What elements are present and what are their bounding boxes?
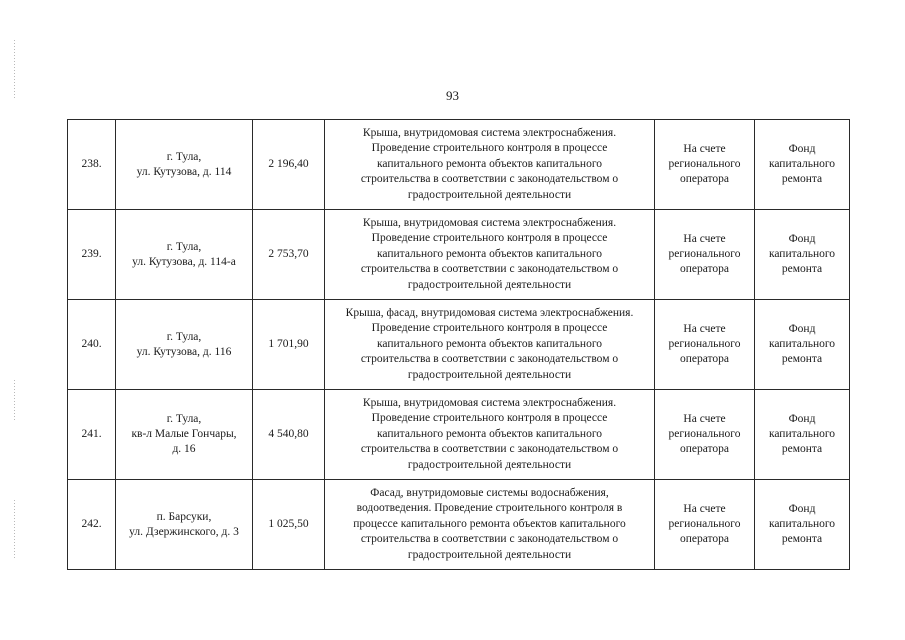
- table-row: [68, 300, 850, 390]
- fund-line: капитального: [768, 518, 836, 530]
- fund-line: Фонд: [788, 503, 816, 515]
- account-line: На счете: [683, 233, 726, 245]
- account-cell: [655, 480, 755, 570]
- works-line: градостроительной деятельности: [407, 368, 572, 381]
- account-line: регионального: [668, 338, 741, 350]
- works-line: капитального ремонта объектов капитального: [376, 247, 602, 260]
- account-line: регионального: [668, 248, 741, 260]
- account-line: На счете: [683, 503, 726, 515]
- account-line: регионального: [668, 158, 741, 170]
- address-line: п. Барсуки,: [156, 510, 212, 523]
- fund-cell: [755, 120, 850, 210]
- fund-line: Фонд: [788, 413, 816, 425]
- works-cell: [325, 390, 655, 480]
- table-row: [68, 480, 850, 570]
- fund-cell: [755, 300, 850, 390]
- address-cell: [116, 120, 253, 210]
- works-cell: [325, 300, 655, 390]
- works-line: строительства в соответствии с законодательством о: [360, 173, 619, 186]
- address-line: ул. Дзержинского, д. 3: [129, 525, 239, 538]
- account-cell: [655, 210, 755, 300]
- address-line: кв-л Малые Гончары,: [131, 428, 237, 440]
- works-cell: [325, 210, 655, 300]
- account-line: регионального: [668, 428, 741, 440]
- fund-cell: [755, 210, 850, 300]
- works-line: водоотведения. Проведение строительного контроля в: [356, 502, 623, 515]
- account-line: На счете: [683, 323, 726, 335]
- fund-line: ремонта: [781, 353, 823, 365]
- address-cell: [116, 390, 253, 480]
- fund-line: Фонд: [788, 323, 816, 335]
- address-cell: [116, 300, 253, 390]
- address-line: ул. Кутузова, д. 114: [136, 165, 232, 178]
- works-line: Крыша, внутридомовая система электроснабжения.: [362, 396, 617, 409]
- row-number-cell: 240.: [68, 300, 116, 390]
- address-line: г. Тула,: [166, 330, 202, 343]
- account-line: оператора: [679, 263, 730, 275]
- works-line: капитального ремонта объектов капитального: [376, 337, 602, 350]
- works-line: Проведение строительного контроля в процессе: [371, 322, 608, 335]
- account-cell: [655, 120, 755, 210]
- account-line: оператора: [679, 533, 730, 545]
- fund-line: Фонд: [788, 233, 816, 245]
- table-row: [68, 210, 850, 300]
- fund-cell: [755, 390, 850, 480]
- works-line: Крыша, внутридомовая система электроснабжения.: [362, 126, 617, 139]
- works-cell: [325, 120, 655, 210]
- fund-line: капитального: [768, 248, 836, 260]
- account-line: оператора: [679, 173, 730, 185]
- table-row: [68, 120, 850, 210]
- works-line: капитального ремонта объектов капитального: [376, 157, 602, 170]
- repair-registry-table: [67, 119, 850, 570]
- address-line: г. Тула,: [166, 150, 202, 163]
- fund-line: Фонд: [788, 143, 816, 155]
- works-line: Проведение строительного контроля в процессе: [371, 412, 608, 425]
- works-line: градостроительной деятельности: [407, 458, 572, 471]
- area-cell: 2 196,40: [253, 120, 325, 210]
- fund-line: ремонта: [781, 533, 823, 545]
- account-cell: [655, 300, 755, 390]
- scan-artifact-middle: [14, 380, 15, 420]
- area-cell: 1 701,90: [253, 300, 325, 390]
- account-line: оператора: [679, 353, 730, 365]
- works-line: градостроительной деятельности: [407, 278, 572, 291]
- area-cell: 2 753,70: [253, 210, 325, 300]
- works-line: градостроительной деятельности: [407, 188, 572, 201]
- area-cell: 1 025,50: [253, 480, 325, 570]
- works-line: строительства в соответствии с законодательством о: [360, 533, 619, 546]
- address-line: д. 16: [172, 443, 196, 455]
- row-number-cell: 239.: [68, 210, 116, 300]
- works-line: строительства в соответствии с законодательством о: [360, 263, 619, 276]
- registry-body: [68, 120, 850, 570]
- works-line: градостроительной деятельности: [407, 548, 572, 561]
- works-line: строительства в соответствии с законодательством о: [360, 443, 619, 456]
- works-line: Фасад, внутридомовые системы водоснабжения,: [370, 486, 609, 499]
- address-cell: [116, 210, 253, 300]
- fund-line: ремонта: [781, 263, 823, 275]
- works-line: Проведение строительного контроля в процессе: [371, 232, 608, 245]
- fund-line: капитального: [768, 428, 836, 440]
- account-line: На счете: [683, 413, 726, 425]
- account-cell: [655, 390, 755, 480]
- works-line: строительства в соответствии с законодательством о: [360, 353, 619, 366]
- account-line: оператора: [679, 443, 730, 455]
- area-cell: 4 540,80: [253, 390, 325, 480]
- address-cell: [116, 480, 253, 570]
- fund-line: ремонта: [781, 443, 823, 455]
- address-line: ул. Кутузова, д. 114-а: [132, 255, 236, 268]
- fund-line: капитального: [768, 338, 836, 350]
- fund-line: ремонта: [781, 173, 823, 185]
- row-number-cell: 242.: [68, 480, 116, 570]
- fund-cell: [755, 480, 850, 570]
- account-line: На счете: [683, 143, 726, 155]
- row-number-cell: 238.: [68, 120, 116, 210]
- address-line: г. Тула,: [166, 413, 202, 425]
- account-line: регионального: [668, 518, 741, 530]
- works-line: Крыша, фасад, внутридомовая система электроснабжения.: [345, 306, 634, 319]
- scan-artifact-bottom: [14, 500, 15, 560]
- works-cell: [325, 480, 655, 570]
- address-line: ул. Кутузова, д. 116: [136, 345, 232, 358]
- works-line: капитального ремонта объектов капитального: [376, 427, 602, 440]
- works-line: Проведение строительного контроля в процессе: [371, 142, 608, 155]
- table-row: [68, 390, 850, 480]
- address-line: г. Тула,: [166, 240, 202, 253]
- row-number-cell: 241.: [68, 390, 116, 480]
- works-line: процессе капитального ремонта объектов капитального: [353, 517, 626, 530]
- page-number: 93: [446, 88, 459, 103]
- fund-line: капитального: [768, 158, 836, 170]
- works-line: Крыша, внутридомовая система электроснабжения.: [362, 216, 617, 229]
